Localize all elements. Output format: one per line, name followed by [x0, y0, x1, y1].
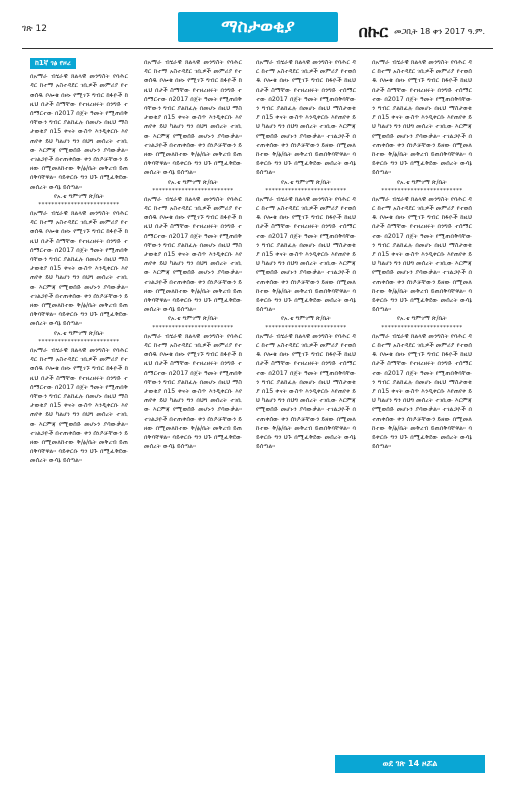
notice-signature: የአ.ቴ ግምገማ ጽ/ቤት	[168, 178, 218, 186]
notice-signature: የአ.ቴ ግምገማ ጽ/ቤት	[397, 315, 447, 323]
notice-text: በአማራ ብሄራዊ ክልላዊ መንግስት የባሕር ዳር ከተማ አስተዳደር ገቢዎች መምሪያ የተወሰዱ ቦሎቄ በዞኑ የሚገኙ ግብር ከፋዮች ከዚህ በታች ስማቸው የተዘረዘሩት በንግድ ተሰማርተው በ2017 በጀት ዓመት የሚጠበቅባቸውን ግብር ያልከፈሉ በመሆኑ በዚህ ማስታወቂያ በ15 ቀናት ውስጥ እንዲቀርቡ እየጠየቀ ይህ ካልሆነ ግን በህግ መሰረት ተገቢው እርምጃ የሚወሰድ መሆኑን ያሳውቃል። ተገልጋዮች በተጠቀሰው ቀን ሰነዶቻቸውን ይዘው በሚመለከተው ቅ/ፅ/ቤት መቅረብ ይጠበቅባቸዋል። ባይቀርቡ ግን ህጉ በሚፈቅደው መሰረት ውሳኔ ይሰጣል።	[372, 195, 472, 314]
divider: *************************	[381, 187, 463, 194]
notice-signature: የአ.ቴ ግምገማ ጽ/ቤት	[281, 315, 331, 323]
notice-text: በአማራ ብሄራዊ ክልላዊ መንግስት የባሕር ዳር ከተማ አስተዳደር ገቢዎች መምሪያ የተወሰዱ ቦሎቄ በዞኑ የሚገኙ ግብር ከፋዮች ከዚህ በታች ስማቸው የተዘረዘሩት በንግድ ተሰማርተው በ2017 በጀት ዓመት የሚጠበቅባቸውን ግብር ያልከፈሉ በመሆኑ በዚህ ማስታወቂያ በ15 ቀናት ውስጥ እንዲቀርቡ እየጠየቀ ይህ ካልሆነ ግን በህግ መሰረት ተገቢው እርምጃ የሚወሰድ መሆኑን ያሳውቃል። ተገልጋዮች በተጠቀሰው ቀን ሰነዶቻቸውን ይዘው በሚመለከተው ቅ/ፅ/ቤት መቅረብ ይጠበቅባቸዋል። ባይቀርቡ ግን ህጉ በሚፈቅደው መሰረት ውሳኔ ይሰጣል።	[256, 332, 356, 451]
divider: *************************	[152, 187, 234, 194]
notice-text: በአማራ ብሄራዊ ክልላዊ መንግስት የባሕር ዳር ከተማ አስተዳደር ገቢዎች መምሪያ የተወሰዱ ቦሎቄ በዞኑ የሚገኙ ግብር ከፋዮች ከዚህ በታች ስማቸው የተዘረዘሩት በንግድ ተሰማርተው በ2017 በጀት ዓመት የሚጠበቅባቸውን ግብር ያልከፈሉ በመሆኑ በዚህ ማስታወቂያ በ15 ቀናት ውስጥ እንዲቀርቡ እየጠየቀ ይህ ካልሆነ ግን በህግ መሰረት ተገቢው እርምጃ የሚወሰድ መሆኑን ያሳውቃል። ተገልጋዮች በተጠቀሰው ቀን ሰነዶቻቸውን ይዘው በሚመለከተው ቅ/ፅ/ቤት መቅረብ ይጠበቅባቸዋል። ባይቀርቡ ግን ህጉ በሚፈቅደው መሰረት ውሳኔ ይሰጣል።	[144, 332, 242, 451]
notice-signature: የአ.ቴ ግምገማ ጽ/ቤት	[54, 329, 104, 337]
continued-footer: ወደ ገጽ 14 ዞሯል	[335, 755, 485, 773]
divider: *************************	[381, 324, 463, 331]
section-label: ከ1ኛ ገፅ የዞረ	[30, 58, 76, 69]
divider: *************************	[265, 187, 347, 194]
page-number: ገጽ 12	[22, 24, 48, 34]
divider: *************************	[38, 338, 120, 345]
issue-date: መጋቢት 18 ቀን 2017 ዓ.ም.	[394, 27, 485, 36]
notice-text: በአማራ ብሄራዊ ክልላዊ መንግስት የባሕር ዳር ከተማ አስተዳደር ገቢዎች መምሪያ የተወሰዱ ቦሎቄ በዞኑ የሚገኙ ግብር ከፋዮች ከዚህ በታች ስማቸው የተዘረዘሩት በንግድ ተሰማርተው በ2017 በጀት ዓመት የሚጠበቅባቸውን ግብር ያልከፈሉ በመሆኑ በዚህ ማስታወቂያ በ15 ቀናት ውስጥ እንዲቀርቡ እየጠየቀ ይህ ካልሆነ ግን በህግ መሰረት ተገቢው እርምጃ የሚወሰድ መሆኑን ያሳውቃል። ተገልጋዮች በተጠቀሰው ቀን ሰነዶቻቸውን ይዘው በሚመለከተው ቅ/ፅ/ቤት መቅረብ ይጠበቅባቸዋል። ባይቀርቡ ግን ህጉ በሚፈቅደው መሰረት ውሳኔ ይሰጣል።	[372, 59, 472, 177]
column-1	[30, 58, 128, 744]
divider: *************************	[38, 202, 120, 209]
notice-text: በአማራ ብሄራዊ ክልላዊ መንግስት የባሕር ዳር ከተማ አስተዳደር ገቢዎች መምሪያ የተወሰዱ ቦሎቄ በዞኑ የሚገኙ ግብር ከፋዮች ከዚህ በታች ስማቸው የተዘረዘሩት በንግድ ተሰማርተው በ2017 በጀት ዓመት የሚጠበቅባቸውን ግብር ያልከፈሉ በመሆኑ በዚህ ማስታወቂያ በ15 ቀናት ውስጥ እንዲቀርቡ እየጠየቀ ይህ ካልሆነ ግን በህግ መሰረት ተገቢው እርምጃ የሚወሰድ መሆኑን ያሳውቃል። ተገልጋዮች በተጠቀሰው ቀን ሰነዶቻቸውን ይዘው በሚመለከተው ቅ/ፅ/ቤት መቅረብ ይጠበቅባቸዋል። ባይቀርቡ ግን ህጉ በሚፈቅደው መሰረት ውሳኔ ይሰጣል።	[144, 195, 242, 314]
issue-info	[359, 22, 485, 42]
notice-signature: የአ.ቴ ግምገማ ጽ/ቤት	[54, 192, 104, 200]
notice-signature: የአ.ቴ ግምገማ ጽ/ቤት	[397, 178, 447, 186]
column-4	[372, 58, 472, 744]
notice-text: በአማራ ብሄራዊ ክልላዊ መንግስት የባሕር ዳር ከተማ አስተዳደር ገቢዎች መምሪያ የተወሰዱ ቦሎቄ በዞኑ የሚገኙ ግብር ከፋዮች ከዚህ በታች ስማቸው የተዘረዘሩት በንግድ ተሰማርተው በ2017 በጀት ዓመት የሚጠበቅባቸውን ግብር ያልከፈሉ በመሆኑ በዚህ ማስታወቂያ በ15 ቀናት ውስጥ እንዲቀርቡ እየጠየቀ ይህ ካልሆነ ግን በህግ መሰረት ተገቢው እርምጃ የሚወሰድ መሆኑን ያሳውቃል። ተገልጋዮች በተጠቀሰው ቀን ሰነዶቻቸውን ይዘው በሚመለከተው ቅ/ፅ/ቤት መቅረብ ይጠበቅባቸዋል። ባይቀርቡ ግን ህጉ በሚፈቅደው መሰረት ውሳኔ ይሰጣል።	[30, 210, 128, 328]
notice-text: በአማራ ብሄራዊ ክልላዊ መንግስት የባሕር ዳር ከተማ አስተዳደር ገቢዎች መምሪያ የተወሰዱ ቦሎቄ በዞኑ የሚገኙ ግብር ከፋዮች ከዚህ በታች ስማቸው የተዘረዘሩት በንግድ ተሰማርተው በ2017 በጀት ዓመት የሚጠበቅባቸውን ግብር ያልከፈሉ በመሆኑ በዚህ ማስታወቂያ በ15 ቀናት ውስጥ እንዲቀርቡ እየጠየቀ ይህ ካልሆነ ግን በህግ መሰረት ተገቢው እርምጃ የሚወሰድ መሆኑን ያሳውቃል። ተገልጋዮች በተጠቀሰው ቀን ሰነዶቻቸውን ይዘው በሚመለከተው ቅ/ፅ/ቤት መቅረብ ይጠበቅባቸዋል። ባይቀርቡ ግን ህጉ በሚፈቅደው መሰረት ውሳኔ ይሰጣል።	[30, 73, 128, 191]
notice-text: በአማራ ብሄራዊ ክልላዊ መንግስት የባሕር ዳር ከተማ አስተዳደር ገቢዎች መምሪያ የተወሰዱ ቦሎቄ በዞኑ የሚገኙ ግብር ከፋዮች ከዚህ በታች ስማቸው የተዘረዘሩት በንግድ ተሰማርተው በ2017 በጀት ዓመት የሚጠበቅባቸውን ግብር ያልከፈሉ በመሆኑ በዚህ ማስታወቂያ በ15 ቀናት ውስጥ እንዲቀርቡ እየጠየቀ ይህ ካልሆነ ግን በህግ መሰረት ተገቢው እርምጃ የሚወሰድ መሆኑን ያሳውቃል። ተገልጋዮች በተጠቀሰው ቀን ሰነዶቻቸውን ይዘው በሚመለከተው ቅ/ፅ/ቤት መቅረብ ይጠበቅባቸዋል። ባይቀርቡ ግን ህጉ በሚፈቅደው መሰረት ውሳኔ ይሰጣል።	[372, 332, 472, 451]
notice-text: በአማራ ብሄራዊ ክልላዊ መንግስት የባሕር ዳር ከተማ አስተዳደር ገቢዎች መምሪያ የተወሰዱ ቦሎቄ በዞኑ የሚገኙ ግብር ከፋዮች ከዚህ በታች ስማቸው የተዘረዘሩት በንግድ ተሰማርተው በ2017 በጀት ዓመት የሚጠበቅባቸውን ግብር ያልከፈሉ በመሆኑ በዚህ ማስታወቂያ በ15 ቀናት ውስጥ እንዲቀርቡ እየጠየቀ ይህ ካልሆነ ግን በህግ መሰረት ተገቢው እርምጃ የሚወሰድ መሆኑን ያሳውቃል። ተገልጋዮች በተጠቀሰው ቀን ሰነዶቻቸውን ይዘው በሚመለከተው ቅ/ፅ/ቤት መቅረብ ይጠበቅባቸዋል። ባይቀርቡ ግን ህጉ በሚፈቅደው መሰረት ውሳኔ ይሰጣል።	[256, 195, 356, 314]
column-2	[144, 58, 242, 744]
notice-block	[30, 72, 128, 465]
divider: *************************	[265, 324, 347, 331]
notice-text: በአማራ ብሄራዊ ክልላዊ መንግስት የባሕር ዳር ከተማ አስተዳደር ገቢዎች መምሪያ የተወሰዱ ቦሎቄ በዞኑ የሚገኙ ግብር ከፋዮች ከዚህ በታች ስማቸው የተዘረዘሩት በንግድ ተሰማርተው በ2017 በጀት ዓመት የሚጠበቅባቸውን ግብር ያልከፈሉ በመሆኑ በዚህ ማስታወቂያ በ15 ቀናት ውስጥ እንዲቀርቡ እየጠየቀ ይህ ካልሆነ ግን በህግ መሰረት ተገቢው እርምጃ የሚወሰድ መሆኑን ያሳውቃል። ተገልጋዮች በተጠቀሰው ቀን ሰነዶቻቸውን ይዘው በሚመለከተው ቅ/ፅ/ቤት መቅረብ ይጠበቅባቸዋል። ባይቀርቡ ግን ህጉ በሚፈቅደው መሰረት ውሳኔ ይሰጣል።	[30, 346, 128, 465]
notice-text: በአማራ ብሄራዊ ክልላዊ መንግስት የባሕር ዳር ከተማ አስተዳደር ገቢዎች መምሪያ የተወሰዱ ቦሎቄ በዞኑ የሚገኙ ግብር ከፋዮች ከዚህ በታች ስማቸው የተዘረዘሩት በንግድ ተሰማርተው በ2017 በጀት ዓመት የሚጠበቅባቸውን ግብር ያልከፈሉ በመሆኑ በዚህ ማስታወቂያ በ15 ቀናት ውስጥ እንዲቀርቡ እየጠየቀ ይህ ካልሆነ ግን በህግ መሰረት ተገቢው እርምጃ የሚወሰድ መሆኑን ያሳውቃል። ተገልጋዮች በተጠቀሰው ቀን ሰነዶቻቸውን ይዘው በሚመለከተው ቅ/ፅ/ቤት መቅረብ ይጠበቅባቸዋል። ባይቀርቡ ግን ህጉ በሚፈቅደው መሰረት ውሳኔ ይሰጣል።	[144, 59, 242, 177]
divider: *************************	[152, 324, 234, 331]
notice-signature: የአ.ቴ ግምገማ ጽ/ቤት	[168, 315, 218, 323]
publication-name: በኩር	[358, 22, 389, 41]
notice-text: በአማራ ብሄራዊ ክልላዊ መንግስት የባሕር ዳር ከተማ አስተዳደር ገቢዎች መምሪያ የተወሰዱ ቦሎቄ በዞኑ የሚገኙ ግብር ከፋዮች ከዚህ በታች ስማቸው የተዘረዘሩት በንግድ ተሰማርተው በ2017 በጀት ዓመት የሚጠበቅባቸውን ግብር ያልከፈሉ በመሆኑ በዚህ ማስታወቂያ በ15 ቀናት ውስጥ እንዲቀርቡ እየጠየቀ ይህ ካልሆነ ግን በህግ መሰረት ተገቢው እርምጃ የሚወሰድ መሆኑን ያሳውቃል። ተገልጋዮች በተጠቀሰው ቀን ሰነዶቻቸውን ይዘው በሚመለከተው ቅ/ፅ/ቤት መቅረብ ይጠበቅባቸዋል። ባይቀርቡ ግን ህጉ በሚፈቅደው መሰረት ውሳኔ ይሰጣል።	[256, 59, 356, 177]
header-rule	[22, 48, 493, 49]
column-3	[256, 58, 356, 744]
notice-signature: የአ.ቴ ግምገማ ጽ/ቤት	[281, 178, 331, 186]
masthead: ማስታወቂያ	[178, 12, 338, 42]
